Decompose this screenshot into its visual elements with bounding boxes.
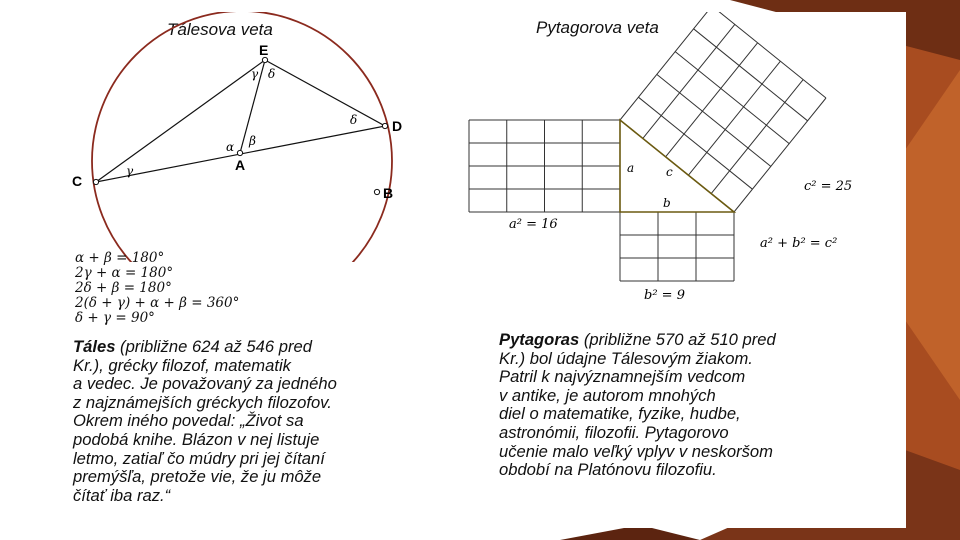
square-c-gridline: [712, 12, 826, 98]
equation-1: α + β = 180°: [75, 250, 165, 266]
label-c: C: [72, 173, 83, 189]
pythagoras-title: Pytagorova veta: [536, 18, 659, 37]
pythagoras-bio-line-8: období na Platónovu filozofiu.: [499, 460, 717, 480]
deco-left-strip: [0, 0, 20, 540]
square-c-gridline: [643, 24, 735, 138]
label-d: D: [392, 118, 403, 134]
square-c-gridline: [734, 98, 826, 212]
thales-bio-line-6: podobá knihe. Blázon v nej listuje: [73, 429, 320, 449]
square-c-gridline: [694, 29, 808, 121]
angle-delta-e: δ: [268, 67, 276, 81]
angle-delta-d: δ: [350, 113, 358, 127]
a-squared-label: a² = 16: [509, 217, 558, 232]
side-c-label: c: [666, 165, 673, 179]
pythagoras-bio-line-6: astronómii, filozofii. Pytagorovo: [499, 422, 729, 442]
thales-bio-line-2: Kr.), grécky filozof, matematik: [73, 355, 291, 375]
label-a: A: [235, 157, 246, 173]
thales-title: Tálesova veta: [167, 20, 273, 39]
side-b-label: b: [663, 196, 671, 210]
c-squared-label: c² = 25: [804, 179, 853, 194]
square-c-gridline: [711, 80, 803, 194]
thales-bio-line-7: letmo, zatiaľ čo múdry pri jej čítaní: [73, 448, 325, 468]
pythagoras-bio-line-2: Kr.) bol údajne Tálesovým žiakom.: [499, 348, 753, 368]
square-c-gridline: [657, 74, 771, 166]
equation-3: 2δ + β = 180°: [75, 280, 172, 296]
pythagoras-bio-line-5: diel o matematike, fyzike, hudbe,: [499, 404, 741, 424]
right-triangle: [620, 120, 734, 212]
square-c-gridline: [666, 43, 758, 157]
pythagoras-bio: [499, 331, 776, 480]
thales-bio-name: Táles: [73, 337, 116, 356]
pythagoras-formula: a² + b² = c²: [760, 236, 838, 251]
side-a-label: a: [627, 161, 635, 175]
equation-4: 2(δ + γ) + α + β = 360°: [75, 295, 240, 311]
square-c-gridline: [638, 97, 752, 189]
thales-bio-line-1: Táles (približne 624 až 546 pred: [73, 337, 312, 356]
thales-bio-line-5: Okrem iného povedal: „Život sa: [73, 411, 304, 431]
square-c-gridline: [620, 12, 712, 120]
pythagoras-bio-line-7: učenie malo veľký vplyv v neskoršom: [499, 441, 773, 461]
pythagoras-bio-line-1: Pytagoras (približne 570 až 510 pred: [499, 330, 776, 349]
thales-bio: [73, 338, 337, 505]
pythagoras-diagram: [20, 12, 906, 322]
pythagoras-bio-name: Pytagoras: [499, 330, 580, 349]
thales-bio-line-8: premýšľa, pretože vie, že ju môže: [73, 467, 322, 487]
square-c-gridline: [675, 52, 789, 144]
pythagoras-bio-line-3: Patril k najvýznamnejším vedcom: [499, 367, 746, 387]
thales-bio-line-9: čítať iba raz.“: [73, 485, 171, 505]
thales-bio-line-4: z najznámejších gréckych filozofov.: [73, 392, 332, 412]
square-c-gridline: [688, 61, 780, 175]
label-e: E: [259, 42, 269, 58]
thales-bio-line-3: a vedec. Je považovaný za jedného: [73, 374, 337, 394]
angle-gamma-e: γ: [251, 67, 259, 81]
b-squared-label: b² = 9: [644, 288, 685, 303]
equation-2: 2γ + α = 180°: [75, 265, 174, 281]
equation-5: δ + γ = 90°: [75, 310, 155, 326]
angle-alpha: α: [226, 140, 235, 154]
angle-beta: β: [249, 134, 256, 148]
pythagoras-bio-line-4: v antike, je autorom mnohých: [499, 385, 716, 405]
label-b: B: [383, 185, 394, 201]
angle-gamma-c: γ: [126, 164, 134, 178]
textbook-page: [20, 12, 906, 528]
